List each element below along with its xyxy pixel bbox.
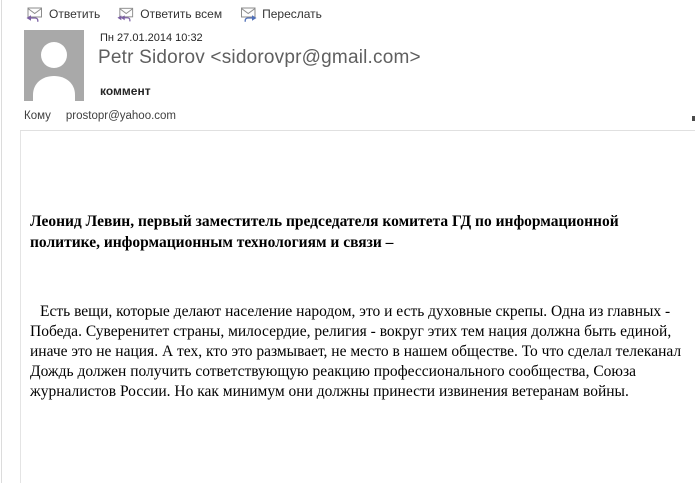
body-paragraph: Есть вещи, которые делают население народом, это и есть духовные скрепы. Одна из главных - Победа. Суверенитет страны, милосердие, религия - вокруг этих тем нация должна быть единой, иначе это не нация. А тех, кто это размывает, не место в нашем обществе. То что сделал телеканал Дождь должен получить сответствующую реакцию профессионального сообщества, Союза журналистов России. Но как минимум они должны принести извинения ветеранам войны. — [30, 303, 682, 400]
reply-all-envelope-icon — [117, 6, 135, 22]
recipient-row — [24, 110, 176, 122]
body-heading: Леонид Левин, первый заместитель председателя комитета ГД по информационной политике, информационным технологиям и связи – — [30, 213, 619, 251]
message-date: Пн 27.01.2014 10:32 — [100, 32, 203, 44]
forward-button-label: Переслать — [262, 7, 322, 21]
reply-button[interactable] — [26, 6, 100, 22]
sender-name[interactable]: Petr Sidorov <sidorovpr@gmail.com> — [98, 47, 421, 68]
avatar-person-icon — [41, 42, 67, 68]
to-label: Кому — [24, 110, 51, 122]
message-body — [20, 131, 695, 483]
forward-button[interactable] — [239, 6, 322, 22]
message-toolbar — [26, 0, 322, 26]
reply-button-label: Ответить — [49, 7, 101, 21]
sender-avatar[interactable] — [24, 30, 84, 101]
reply-all-button[interactable] — [117, 6, 222, 22]
reply-envelope-icon — [26, 6, 44, 22]
window-left-border — [1, 0, 2, 483]
recipient-email[interactable]: prostopr@yahoo.com — [65, 110, 177, 122]
forward-envelope-icon — [239, 6, 257, 22]
message-subject: коммент — [100, 84, 151, 98]
reply-all-button-label: Ответить всем — [140, 7, 223, 21]
